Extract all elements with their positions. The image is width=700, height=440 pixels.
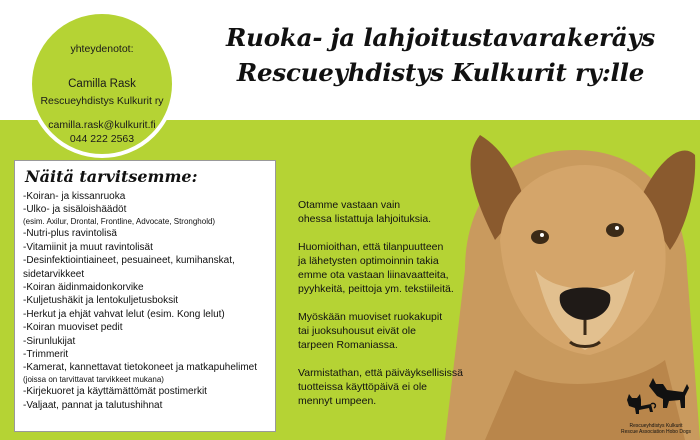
list-item-note (23, 217, 267, 228)
list-item-note-text: (esim. Axilur, Drontal, Frontline, Advocate, Stronghold) (23, 216, 216, 226)
contact-organization: Rescueyhdistys Kulkurit ry (40, 95, 164, 107)
list-item-note-text: (joissa on tarvittavat tarvikkeet mukana) (23, 374, 164, 384)
list-item: -Koiran- ja kissanruoka (23, 191, 126, 202)
info-text-block (298, 198, 498, 422)
contact-circle (28, 10, 176, 158)
list-item: -Vitamiinit ja muut ravintolisät (23, 241, 153, 253)
needs-heading: Näitä tarvitsemme: (25, 167, 198, 186)
contact-name: Camilla Rask (68, 78, 136, 90)
title-line-2: Rescueyhdistys Kulkurit ry:lle (236, 58, 645, 87)
dog-cat-silhouette-icon (621, 374, 691, 418)
title-line-1: Ruoka- ja lahjoitustavarakeräys (225, 23, 656, 52)
needs-list-box (14, 160, 276, 432)
logo-text-line-1: Rescueyhdistys Kulkurit (629, 423, 683, 429)
info-paragraph-4: Varmistathan, että päiväyksellisissä tuotteissa käyttöpäivä ei ole mennyt umpeen. (298, 367, 463, 407)
list-item: -Kamerat, kannettavat tietokoneet ja matkapuhelimet (23, 362, 258, 374)
list-item: -Trimmerit (23, 348, 69, 360)
info-paragraph-2: Huomioithan, että tilanpuutteen ja lähetysten optimoinnin takia emme ota vastaan liinavaatteita, pyyhkeitä, peittoja ym. tekstiileitä. (298, 241, 454, 295)
list-item: -Nutri-plus ravintolisä (23, 228, 117, 240)
list-item: -Koiran äidinmaidonkorvike (23, 281, 144, 293)
list-item: -Herkut ja ehjät vahvat lelut (esim. Kong lelut) (23, 308, 225, 320)
logo-text-line-2: Rescue Association Hobo Dogs (620, 429, 692, 435)
list-item: -Koiran muoviset pedit (23, 322, 123, 334)
list-item: -Desinfektiointiaineet, pesuaineet, kumihanskat, (23, 255, 235, 267)
list-item: -Kuljetushäkit ja lentokuljetusboksit (23, 295, 179, 307)
list-item: -Sirunlukijat (23, 335, 76, 347)
list-item: -Ulko- ja sisäloishäädöt (23, 204, 127, 216)
list-item-note (23, 375, 267, 386)
info-paragraph-3: Myöskään muoviset ruokakupit tai juoksuhousut eivät ole tarpeen Romaniassa. (298, 311, 443, 351)
list-item: sidetarvikkeet (23, 268, 85, 280)
page-title (188, 20, 693, 90)
organization-logo (616, 374, 696, 436)
info-paragraph-1: Otamme vastaan vain ohessa listattuja lahjoituksia. (298, 199, 432, 225)
needs-list (23, 190, 267, 412)
list-item: -Kirjekuoret ja käyttämättömät postimerkit (23, 386, 207, 398)
contact-phone: 044 222 2563 (69, 133, 135, 145)
list-item: -Valjaat, pannat ja talutushihnat (23, 399, 163, 411)
contact-label: yhteydenotot: (70, 43, 134, 55)
contact-email[interactable]: camilla.rask@kulkurit.fi (48, 119, 156, 131)
